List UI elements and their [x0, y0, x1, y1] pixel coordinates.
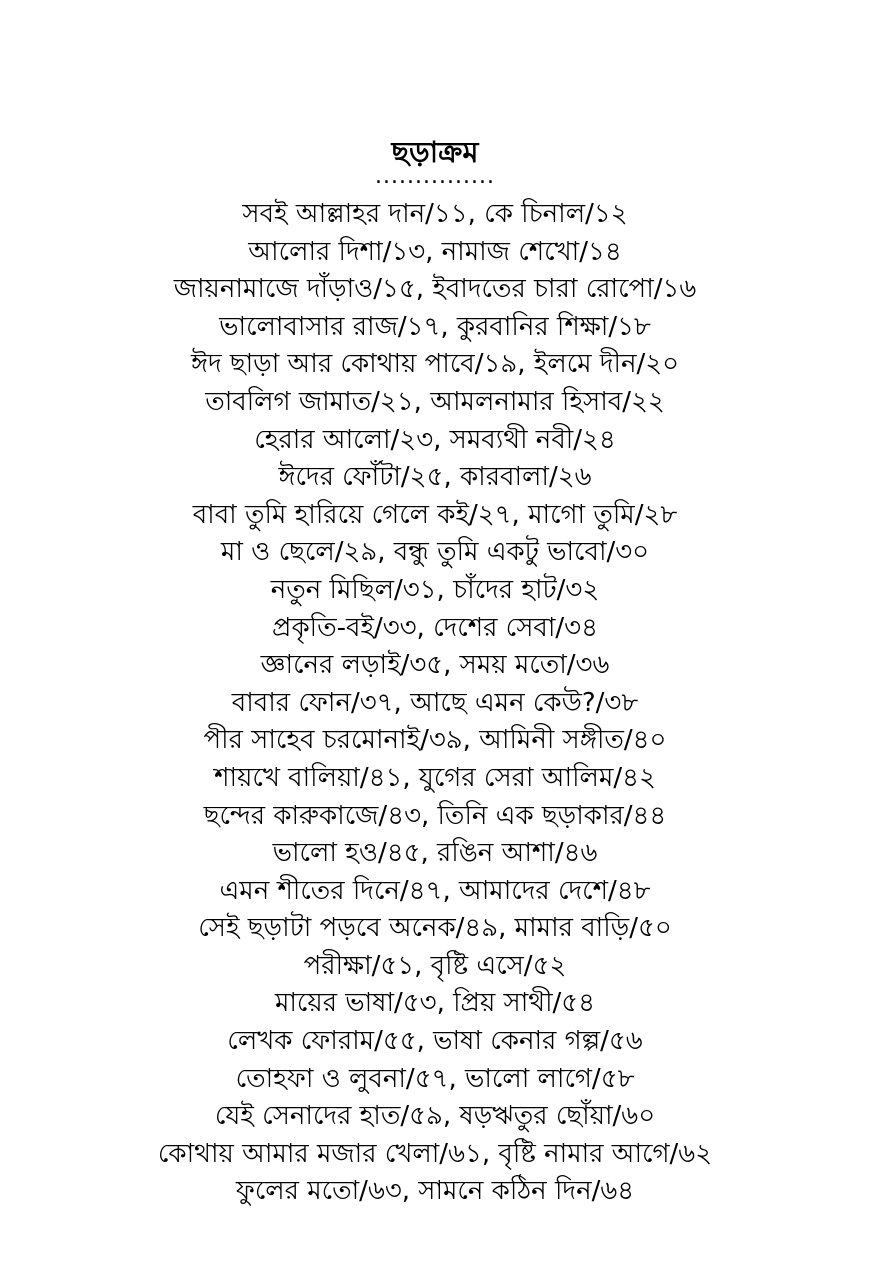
contents-list [0, 196, 870, 1211]
contents-line: ছন্দের কারুকাজে/৪৩, তিনি এক ছড়াকার/৪৪ [203, 800, 667, 831]
contents-line: সবই আল্লাহর দান/১১, কে চিনাল/১২ [242, 199, 628, 229]
contents-line: নতুন মিছিল/৩১, চাঁদের হাট/৩২ [270, 574, 600, 605]
contents-line: আলোর দিশা/১৩, নামাজ শেখো/১৪ [248, 236, 622, 267]
contents-line: ঈদের ফোঁটা/২৫, কারবালা/২৬ [278, 462, 592, 493]
contents-line: সেই ছড়াটা পড়বে অনেক/৪৯, মামার বাড়ি/৫০ [198, 913, 672, 944]
contents-line: শায়খে বালিয়া/৪১, যুগের সেরা আলিম/৪২ [214, 762, 656, 793]
contents-line: লেখক ফোরাম/৫৫, ভাষা কেনার গল্প/৫৬ [227, 1026, 643, 1057]
contents-line: তোহফা ও লুবনা/৫৭, ভালো লাগে/৫৮ [235, 1063, 635, 1094]
contents-line: প্রকৃতি-বই/৩৩, দেশের সেবা/৩৪ [272, 612, 598, 643]
contents-line: এমন শীতের দিনে/৪৭, আমাদের দেশে/৪৮ [219, 875, 651, 906]
contents-line: হেরার আলো/২৩, সমব্যথী নবী/২৪ [254, 424, 616, 455]
contents-line: ভালো হও/৪৫, রঙিন আশা/৪৬ [272, 838, 598, 869]
contents-line: পীর সাহেব চরমোনাই/৩৯, আমিনী সঙ্গীত/৪০ [203, 725, 667, 756]
contents-line: ফুলের মতো/৬৩, সামনে কঠিন দিন/৬৪ [235, 1176, 635, 1207]
contents-line: ঈদ ছাড়া আর কোথায় পাবে/১৯, ইলমে দীন/২০ [190, 349, 680, 380]
title-divider: ............... [375, 164, 495, 189]
contents-line: কোথায় আমার মজার খেলা/৬১, বৃষ্টি নামার আগে/৬২ [157, 1138, 713, 1169]
contents-line: যেই সেনাদের হাত/৫৯, ষড়ঋতুর ছোঁয়া/৬০ [214, 1101, 656, 1132]
contents-line: তাবলিগ জামাত/২১, আমলনামার হিসাব/২২ [205, 386, 665, 417]
contents-line: বাবা তুমি হারিয়ে গেলে কই/২৭, মাগো তুমি/২৮ [192, 499, 678, 530]
contents-line: জায়নামাজে দাঁড়াও/১৫, ইবাদতের চারা রোপো/১৬ [173, 274, 697, 305]
contents-line: জ্ঞানের লড়াই/৩৫, সময় মতো/৩৬ [260, 650, 610, 681]
contents-line: মা ও ছেলে/২৯, বন্ধু তুমি একটু ভাবো/৩০ [220, 537, 650, 568]
page-title: ছড়াক্রম [391, 135, 479, 169]
contents-line: ভালোবাসার রাজ/১৭, কুরবানির শিক্ষা/১৮ [219, 311, 651, 342]
contents-line: পরীক্ষা/৫১, বৃষ্টি এসে/৫২ [303, 950, 567, 981]
contents-line: মায়ের ভাষা/৫৩, প্রিয় সাথী/৫৪ [274, 988, 596, 1019]
contents-line: বাবার ফোন/৩৭, আছে এমন কেউ?/৩৮ [231, 687, 639, 718]
